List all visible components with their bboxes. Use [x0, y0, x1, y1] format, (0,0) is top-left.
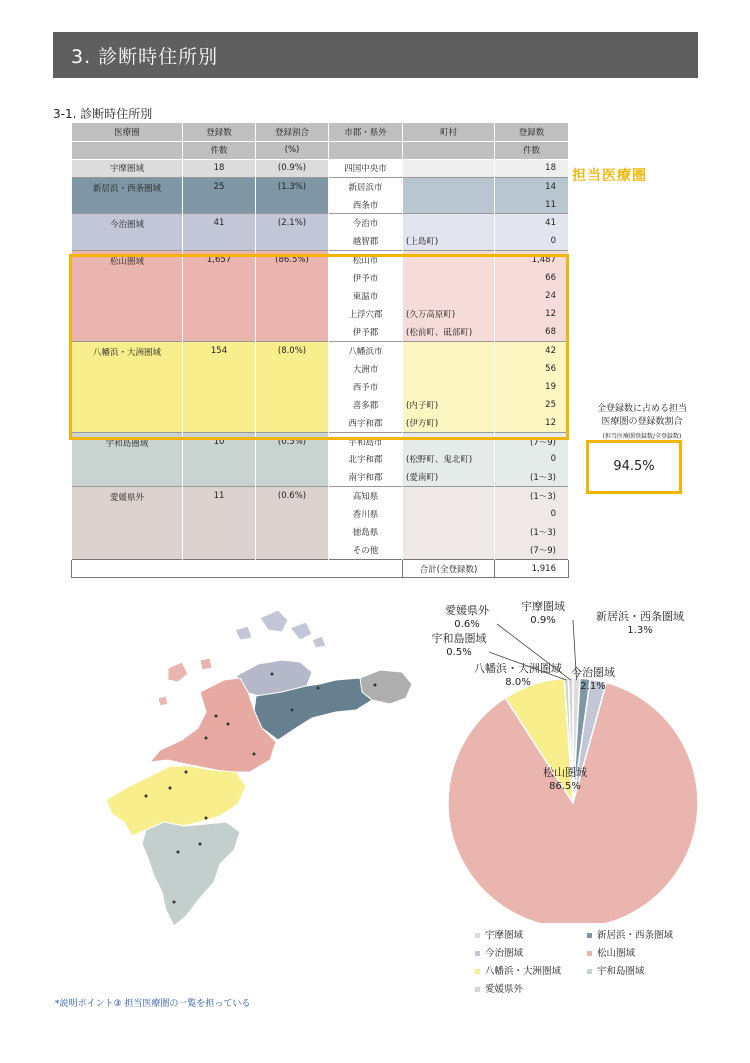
city-cell: 宇和島市	[329, 432, 403, 450]
city-count-cell: 68	[495, 323, 569, 341]
legend-label: 宇和島圏域	[597, 966, 645, 977]
pie-label-name: 新居浜・西条圏域	[596, 610, 684, 623]
town-cell	[403, 196, 495, 214]
city-count-cell: 0	[495, 505, 569, 523]
table-total-row	[72, 560, 569, 578]
region-count-cell: 18	[183, 159, 256, 177]
town-cell	[403, 487, 495, 505]
pie-label-name: 宇和島圏域	[431, 632, 487, 645]
header-share: 登録割合	[256, 123, 329, 141]
table-header-row	[72, 123, 569, 141]
city-cell: 高知県	[329, 487, 403, 505]
city-count-cell: 1,487	[495, 250, 569, 268]
town-cell: (松前町、砥部町)	[403, 323, 495, 341]
city-cell: 松山市	[329, 250, 403, 268]
table-unit-row	[72, 141, 569, 159]
subsection-title: 3-1. 診断時住所別	[53, 107, 153, 121]
ratio-title-line2: 医療圏の登録数割合	[601, 417, 683, 427]
region-share-cell: (2.1%)	[256, 214, 329, 250]
map-town-dot	[199, 843, 202, 846]
map-town-dot	[185, 771, 188, 774]
city-count-cell: 25	[495, 396, 569, 414]
region-name-cell: 宇摩圏域	[72, 159, 183, 177]
section-header-title: 3. 診断時住所別	[71, 46, 219, 68]
region-name-cell: 今治圏域	[72, 214, 183, 250]
legend-swatch	[475, 951, 480, 956]
city-cell: その他	[329, 541, 403, 559]
city-cell: 伊予郡	[329, 323, 403, 341]
town-cell	[403, 505, 495, 523]
city-count-cell: (7〜9)	[495, 541, 569, 559]
city-count-cell: (1〜3)	[495, 523, 569, 541]
city-cell: 東温市	[329, 287, 403, 305]
pie-label-value: 86.5%	[549, 781, 581, 792]
city-count-cell: 24	[495, 287, 569, 305]
region-count-cell: 154	[183, 341, 256, 432]
legend-item	[587, 963, 645, 977]
ehime-map	[50, 600, 420, 940]
city-count-cell: 41	[495, 214, 569, 232]
total-value-cell: 1,916	[495, 560, 569, 578]
table-row	[72, 487, 569, 505]
city-count-cell: 14	[495, 178, 569, 196]
city-count-cell: 0	[495, 450, 569, 468]
region-share-cell: (86.5%)	[256, 250, 329, 341]
legend-label: 八幡浜・大洲圏域	[485, 966, 562, 977]
legend-swatch	[475, 987, 480, 992]
region-count-cell: 11	[183, 487, 256, 560]
total-label-cell: 合計(全登録数)	[403, 560, 495, 578]
pie-label-name: 愛媛県外	[445, 604, 489, 617]
legend-item	[475, 945, 523, 959]
total-blank-cell	[72, 560, 403, 578]
city-cell: 香川県	[329, 505, 403, 523]
map-town-dot	[205, 817, 208, 820]
map-town-dot	[169, 787, 172, 790]
ratio-value-box: 94.5%	[586, 440, 682, 494]
map-town-dot	[177, 851, 180, 854]
region-share-cell: (0.5%)	[256, 432, 329, 487]
region-count-cell: 10	[183, 432, 256, 487]
map-town-dot	[173, 901, 176, 904]
city-cell: 南宇和郡	[329, 469, 403, 487]
region-share-cell: (0.9%)	[256, 159, 329, 177]
legend-item	[587, 927, 673, 941]
pie-label-value: 8.0%	[505, 677, 531, 688]
region-name-cell: 新居浜・西条圏域	[72, 178, 183, 214]
pie-label-value: 0.5%	[446, 647, 472, 658]
region-name-cell: 宇和島圏域	[72, 432, 183, 487]
region-name-cell: 松山圏域	[72, 250, 183, 341]
unit-town-blank	[403, 141, 495, 159]
map-town-dot	[374, 684, 377, 687]
city-cell: 越智郡	[329, 232, 403, 250]
map-town-dot	[215, 715, 218, 718]
pie-label-name: 松山圏域	[543, 766, 587, 779]
footnote: *説明ポイント③ 担当医療圏の一覧を担っている	[55, 999, 251, 1009]
city-cell: 大洲市	[329, 359, 403, 377]
map-town-dot	[291, 709, 294, 712]
region-count-cell: 1,657	[183, 250, 256, 341]
unit-region-blank	[72, 141, 183, 159]
city-count-cell: 19	[495, 378, 569, 396]
header-town: 町村	[403, 123, 495, 141]
city-count-cell: 11	[495, 196, 569, 214]
city-count-cell: 66	[495, 269, 569, 287]
assigned-area-label: 担当医療圏	[572, 168, 647, 184]
town-cell	[403, 159, 495, 177]
header-city-count: 登録数	[495, 123, 569, 141]
town-cell	[403, 541, 495, 559]
legend-swatch	[475, 969, 480, 974]
city-count-cell: (1〜3)	[495, 469, 569, 487]
map-town-dot	[253, 753, 256, 756]
section-header-bar	[53, 32, 698, 78]
unit-count: 件数	[183, 141, 256, 159]
region-name-cell: 愛媛県外	[72, 487, 183, 560]
town-cell: (内子町)	[403, 396, 495, 414]
highlight-matsuyama-yawatahama	[69, 254, 569, 440]
city-cell: 伊予市	[329, 269, 403, 287]
town-cell	[403, 214, 495, 232]
legend-swatch	[587, 969, 592, 974]
legend-swatch	[587, 951, 592, 956]
city-count-cell: 0	[495, 232, 569, 250]
city-cell: 上浮穴郡	[329, 305, 403, 323]
map-town-dot	[271, 673, 274, 676]
header-city: 市郡・県外	[329, 123, 403, 141]
legend-label: 宇摩圏域	[485, 930, 524, 941]
pie-label-name: 宇摩圏域	[521, 600, 565, 613]
legend-label: 松山圏域	[597, 948, 636, 959]
legend-label: 新居浜・西条圏域	[597, 930, 674, 941]
city-cell: 喜多郡	[329, 396, 403, 414]
town-cell: (愛南町)	[403, 469, 495, 487]
region-share-cell: (1.3%)	[256, 178, 329, 214]
legend-swatch	[475, 933, 480, 938]
city-cell: 徳島県	[329, 523, 403, 541]
unit-city-count: 件数	[495, 141, 569, 159]
legend-swatch	[587, 933, 592, 938]
table-row	[72, 214, 569, 232]
table-row	[72, 178, 569, 196]
map-town-dot	[145, 795, 148, 798]
pie-label-value: 2.1%	[580, 681, 606, 692]
region-share-cell: (8.0%)	[256, 341, 329, 432]
legend-item	[587, 945, 635, 959]
city-cell: 西予市	[329, 378, 403, 396]
map-islands-north	[235, 610, 326, 648]
pie-chart-svg	[415, 598, 715, 923]
legend-label: 愛媛県外	[485, 984, 524, 995]
header-region: 医療圏	[72, 123, 183, 141]
table-row	[72, 159, 569, 177]
region-name-cell: 八幡浜・大洲圏域	[72, 341, 183, 432]
city-count-cell: (7〜9)	[495, 432, 569, 450]
city-cell: 西条市	[329, 196, 403, 214]
map-town-dot	[227, 723, 230, 726]
pie-chart	[415, 598, 715, 923]
town-cell: (上島町)	[403, 232, 495, 250]
ehime-map-svg	[50, 600, 420, 940]
city-cell: 新居浜市	[329, 178, 403, 196]
city-count-cell: 12	[495, 414, 569, 432]
city-count-cell: 18	[495, 159, 569, 177]
header-count: 登録数	[183, 123, 256, 141]
region-count-cell: 25	[183, 178, 256, 214]
legend-item	[475, 927, 523, 941]
unit-share: (%)	[256, 141, 329, 159]
city-cell: 今治市	[329, 214, 403, 232]
region-share-cell: (0.6%)	[256, 487, 329, 560]
city-count-cell: 56	[495, 359, 569, 377]
map-town-dot	[205, 737, 208, 740]
pie-label-value: 1.3%	[627, 625, 653, 636]
map-region-uwajima	[142, 822, 240, 926]
town-cell: (久万高原町)	[403, 305, 495, 323]
legend-item	[475, 981, 523, 995]
town-cell	[403, 178, 495, 196]
pie-label-value: 0.6%	[454, 619, 480, 630]
city-cell: 北宇和郡	[329, 450, 403, 468]
city-count-cell: (1〜3)	[495, 487, 569, 505]
unit-city-blank	[329, 141, 403, 159]
city-count-cell: 12	[495, 305, 569, 323]
ratio-note: (担当医療圏登録数/全登録数)	[602, 433, 682, 440]
pie-label-name: 八幡浜・大洲圏域	[474, 662, 562, 675]
city-cell: 八幡浜市	[329, 341, 403, 359]
legend-label: 今治圏域	[485, 948, 524, 959]
city-count-cell: 42	[495, 341, 569, 359]
legend-item	[475, 963, 561, 977]
map-town-dot	[317, 687, 320, 690]
city-cell: 西宇和郡	[329, 414, 403, 432]
city-cell: 四国中央市	[329, 159, 403, 177]
town-cell	[403, 523, 495, 541]
town-cell: (伊方町)	[403, 414, 495, 432]
town-cell: (松野町、鬼北町)	[403, 450, 495, 468]
ratio-title-line1: 全登録数に占める担当	[596, 404, 687, 414]
region-count-cell: 41	[183, 214, 256, 250]
pie-label-value: 0.9%	[530, 615, 556, 626]
pie-label-name: 今治圏域	[571, 666, 615, 679]
